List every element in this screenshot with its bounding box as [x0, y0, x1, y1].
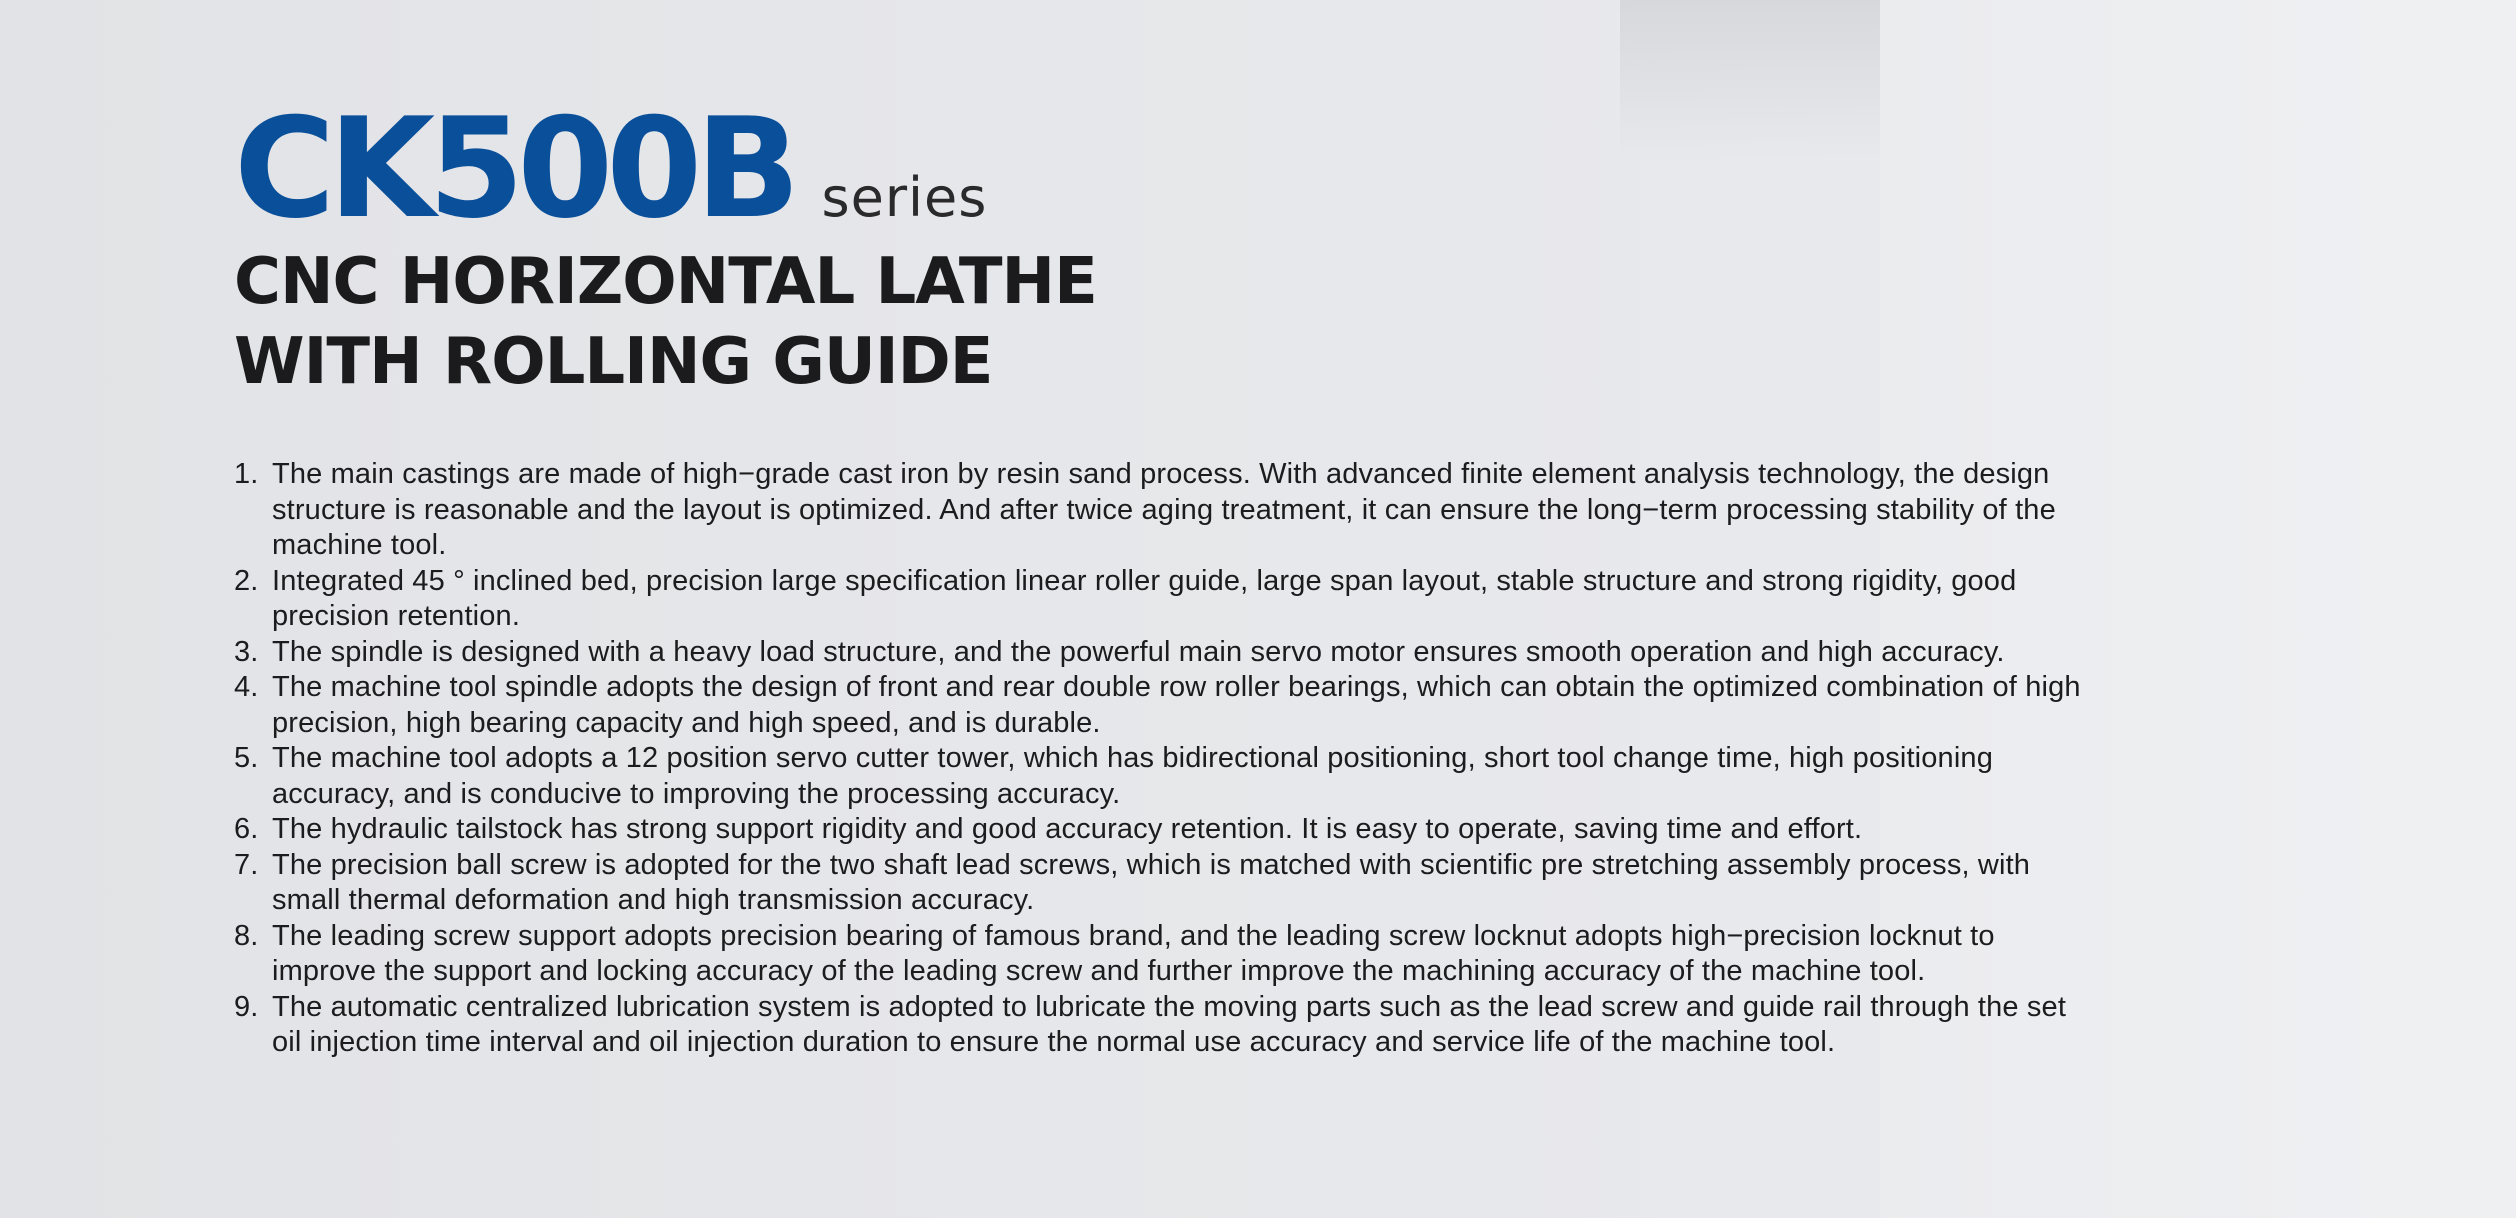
feature-text: The automatic centralized lubrication system is adopted to lubricate the moving parts such as the lead screw and guide rail through the set oil injection time interval and oil injection duration to ensure the normal use accuracy and service life of the machine tool. [272, 990, 2067, 1058]
model-name: CK500B [234, 88, 794, 249]
feature-item [234, 919, 2084, 990]
feature-text: The hydraulic tailstock has strong support rigidity and good accuracy retention. It is easy to operate, saving time and effort. [272, 813, 1863, 845]
feature-number: 2. [234, 564, 259, 597]
feature-text: The machine tool spindle adopts the design of front and rear double row roller bearings, which can obtain the optimized combination of high precision, high bearing capacity and high speed, and is durable. [272, 671, 2081, 739]
background-shadow [1620, 0, 1880, 160]
feature-text: The precision ball screw is adopted for the two shaft lead screws, which is matched with scientific pre stretching assembly process, with small thermal deformation and high transmission accuracy. [272, 848, 2031, 916]
feature-item [234, 564, 2084, 635]
feature-item [234, 635, 2084, 671]
feature-number: 8. [234, 919, 259, 952]
feature-number: 3. [234, 635, 259, 668]
feature-item [234, 848, 2084, 919]
feature-text: The main castings are made of high−grade cast iron by resin sand process. With advanced finite element analysis technology, the design structure is reasonable and the layout is optimized. And after twice aging treatment, it can ensure the long−term processing stability of the machine tool. [272, 458, 2056, 561]
feature-number: 5. [234, 742, 259, 774]
feature-number: 1. [234, 458, 259, 490]
headline-line-2: WITH ROLLING GUIDE [234, 325, 993, 399]
feature-number: 4. [234, 671, 259, 703]
feature-number: 6. [234, 813, 259, 845]
headline-line-1: CNC HORIZONTAL LATHE [234, 245, 1097, 319]
feature-text: Integrated 45 ° inclined bed, precision large specification linear roller guide, large span layout, stable structure and strong rigidity, good precision retention. [272, 564, 2017, 632]
feature-item [234, 812, 2084, 848]
headline [234, 242, 1097, 402]
feature-text: The machine tool adopts a 12 position servo cutter tower, which has bidirectional positioning, short tool change time, high positioning accuracy, and is conducive to improving the processing accuracy. [272, 742, 1993, 810]
feature-item [234, 457, 2084, 564]
feature-item [234, 741, 2084, 812]
feature-number: 9. [234, 990, 259, 1023]
title-block [234, 88, 1097, 402]
feature-item [234, 670, 2084, 741]
feature-number: 7. [234, 848, 259, 881]
series-label: series [821, 166, 988, 229]
feature-list [234, 457, 2084, 1061]
feature-text: The spindle is designed with a heavy load structure, and the powerful main servo motor ensures smooth operation and high accuracy. [272, 635, 2005, 668]
feature-text: The leading screw support adopts precision bearing of famous brand, and the leading screw locknut adopts high−precision locknut to improve the support and locking accuracy of the leading screw and further improve the machining accuracy of the machine tool. [272, 919, 1995, 987]
feature-item [234, 990, 2084, 1061]
model-line [234, 88, 1097, 249]
